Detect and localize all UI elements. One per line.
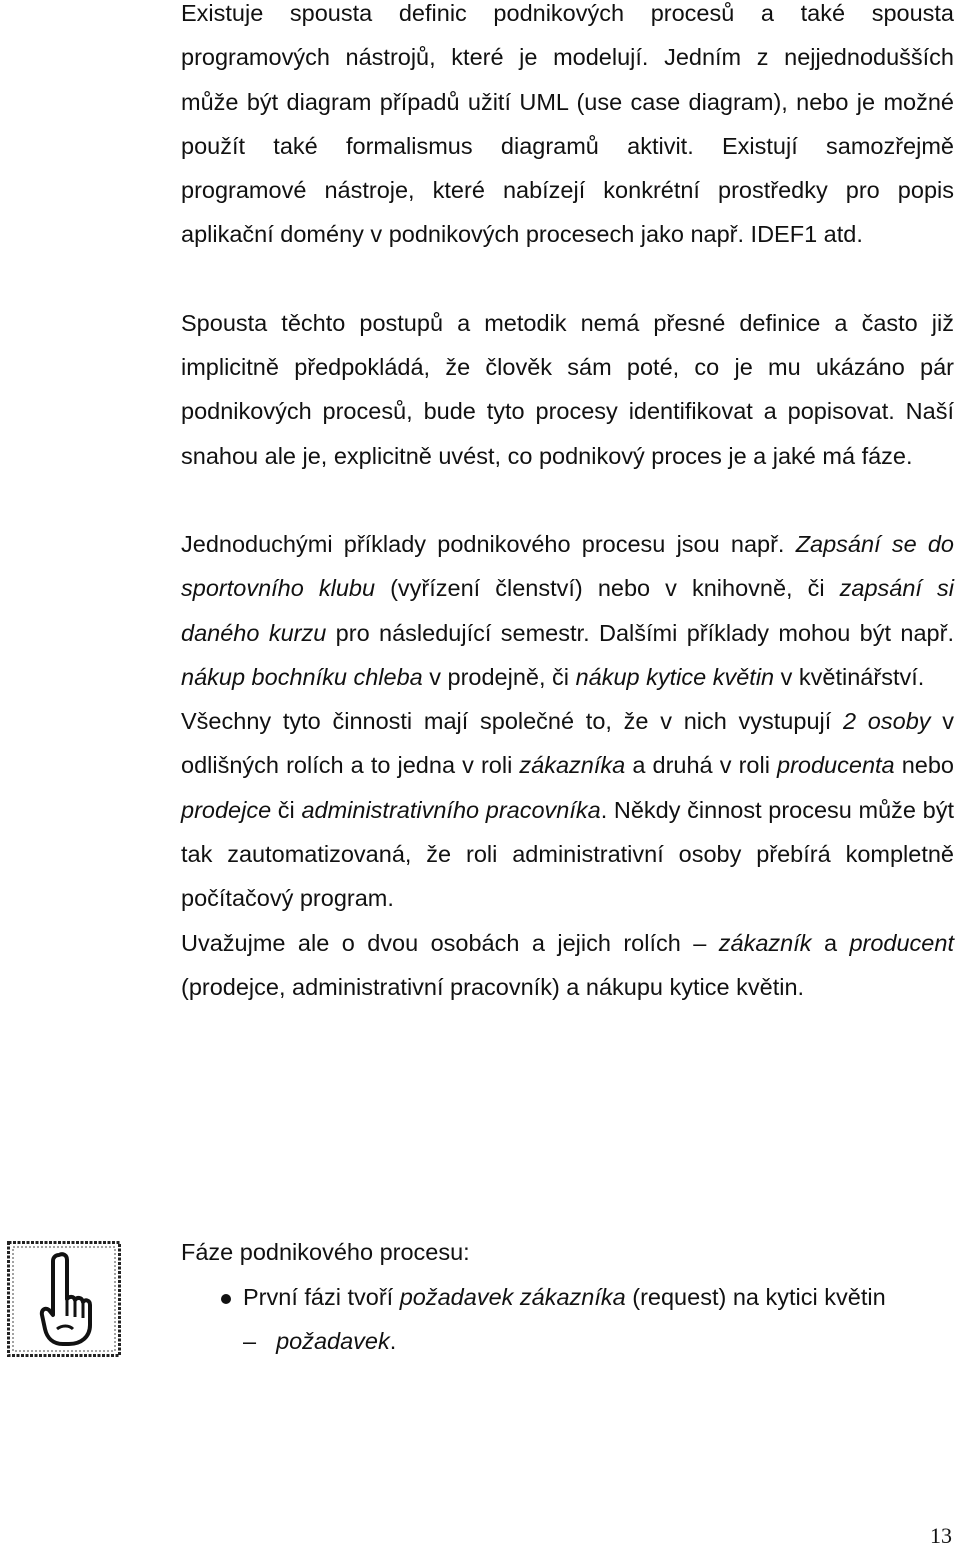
bullet-icon	[221, 1294, 231, 1304]
text-run: Všechny tyto činnosti mají společné to, že v nich vystupují	[181, 708, 843, 735]
text-run: v květinářství.	[774, 663, 925, 690]
emphasis-text: zapsání si daného kurzu	[181, 575, 954, 646]
paragraph-examples	[181, 522, 954, 699]
text-run: v prodejně, či	[422, 663, 576, 690]
paragraph-roles	[181, 699, 954, 920]
emphasis-text: prodejce	[181, 796, 272, 823]
text-run: pro následující semestr. Dalšími příklady mohou být např.	[326, 619, 954, 646]
emphasis-text: Zapsání se do sportovního klubu	[181, 530, 954, 602]
text-run: (request) na kytici květin	[625, 1284, 886, 1310]
text-run: .	[389, 1328, 397, 1355]
emphasis-text: požadavek	[276, 1328, 390, 1355]
phases-title: Fáze podnikového procesu:	[181, 1239, 470, 1265]
emphasis-text: 2 osoby	[843, 708, 931, 735]
emphasis-text: nákup bochníku chleba	[181, 663, 423, 690]
text-run: (prodejce, administrativní pracovník) a nákupu kytice květin.	[181, 973, 805, 1000]
paragraph-methods	[181, 301, 954, 478]
text-run: a	[811, 929, 850, 956]
phase-line-1	[243, 1284, 886, 1310]
emphasis-text: producent	[849, 929, 954, 956]
page-number: 13	[930, 1523, 952, 1548]
phase-dash: –	[243, 1328, 257, 1355]
text-run: Spousta těchto postupů a metodik nemá přesné definice a často již implicitně předpokládá, že člověk sám poté, co je mu ukázáno pár podnikových procesů, bude tyto procesy identifikovat a popisovat. Naší snahou ale je, explicitně uvést, co podnikový proces je a jaké má fáze.	[181, 309, 954, 469]
text-run: První fázi tvoří	[243, 1284, 400, 1310]
document-body	[181, 0, 954, 1009]
paragraph-consider	[181, 921, 954, 1010]
text-run: Uvažujme ale o dvou osobách a jejich rolích –	[181, 929, 719, 956]
emphasis-text: zákazníka	[519, 752, 626, 779]
text-run: (vyřízení členství) nebo v knihovně, či	[375, 575, 840, 602]
phase-list	[181, 1275, 954, 1364]
list-item	[181, 1275, 954, 1364]
emphasis-text: zákazník	[718, 929, 812, 956]
text-run: v odlišných rolích a to jedna v roli	[181, 708, 954, 779]
emphasis-text: požadavek zákazníka	[399, 1284, 626, 1310]
text-run: . Někdy činnost procesu může být tak zautomatizovaná, že roli administrativní osoby přebírá kompletně počítačový program.	[181, 796, 954, 912]
paragraph-definitions	[181, 0, 954, 257]
text-run: Existuje spousta definic podnikových procesů a také spousta programových nástrojů, které je modelují. Jedním z nejjednodušších může být diagram případů užití UML (use case diagram), nebo je možné použít také formalismus diagramů aktivit. Existují samozřejmě programové nástroje, které nabízejí konkrétní prostředky pro popis aplikační domény v podnikových procesech jako např. IDEF1 atd.	[181, 0, 954, 248]
emphasis-text: producenta	[777, 752, 895, 779]
emphasis-text: nákup kytice květin	[575, 663, 775, 690]
text-run: nebo	[894, 752, 954, 779]
emphasis-text: administrativního pracovníka	[301, 796, 601, 823]
text-run: či	[271, 796, 302, 823]
text-run: Jednoduchými příklady podnikového procesu jsou např.	[181, 530, 796, 557]
phase-line-2	[276, 1328, 396, 1354]
text-run: a druhá v roli	[625, 752, 778, 779]
pointing-hand-icon	[7, 1241, 121, 1357]
